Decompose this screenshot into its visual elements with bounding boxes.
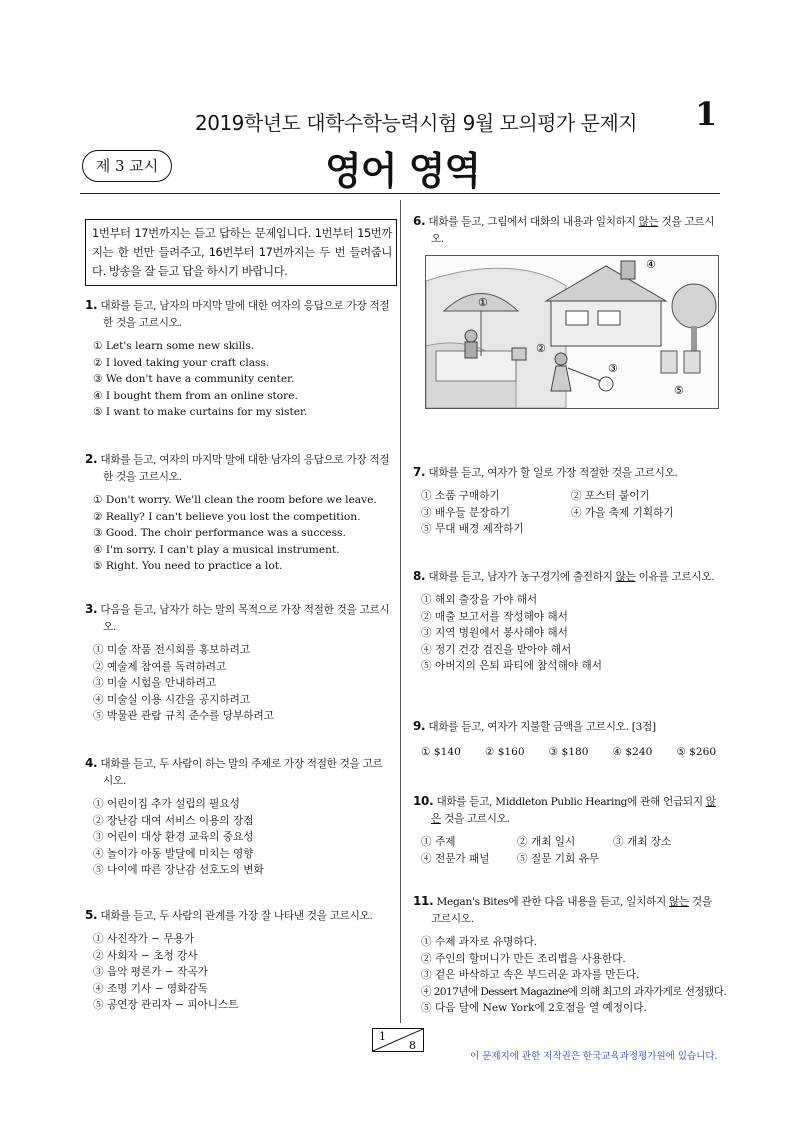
option[interactable]: ① 사진작가 − 무용가 — [93, 933, 195, 945]
option[interactable]: ③ 미술 시험을 안내하려고 — [93, 677, 217, 689]
question-9-stem: 대화를 듣고, 여자가 지불할 금액을 고르시오. [3점] — [428, 721, 656, 733]
option[interactable]: ① 주제 — [421, 836, 456, 848]
label-2: ② — [536, 342, 546, 355]
question-2-stem: 대화를 듣고, 여자의 마지막 말에 대한 남자의 응답으로 가장 적절한 것을 고르시오. — [100, 454, 390, 483]
question-3-options — [85, 642, 390, 725]
option[interactable]: ① 미술 작품 전시회를 홍보하려고 — [93, 644, 251, 656]
option[interactable]: ② 사회자 − 초청 강사 — [93, 949, 198, 962]
question-10-stem: 대화를 듣고, Middleton Public Hearing에 관해 언급되지 — [436, 796, 706, 808]
option[interactable]: ② 매출 보고서를 작성해야 해서 — [421, 610, 568, 623]
question-1-number: 1. — [85, 298, 98, 312]
option[interactable]: ② Really? I can't believe you lost the competition. — [93, 510, 361, 523]
question-11 — [413, 893, 727, 1017]
chair — [684, 351, 700, 373]
question-7-number: 7. — [413, 465, 426, 479]
option[interactable]: ③ 지역 병원에서 봉사해야 해서 — [421, 627, 568, 639]
question-2-number: 2. — [85, 452, 98, 466]
option[interactable]: ④ $240 — [612, 746, 653, 758]
question-6-stem-end: 것을 고르시오. — [431, 216, 715, 245]
option[interactable]: ③ 어린이 대상 환경 교육의 중요성 — [93, 831, 254, 843]
question-1 — [85, 297, 390, 421]
question-3-text — [85, 601, 390, 636]
option[interactable]: ① $140 — [421, 746, 461, 758]
option[interactable]: ⑤ 질문 기회 유무 — [517, 852, 600, 865]
question-8-stem-end: 이유를 고르시오. — [635, 571, 715, 583]
label-4: ④ — [646, 258, 656, 271]
option[interactable]: ⑤ 박물관 관람 규칙 준수를 당부하려고 — [93, 710, 274, 722]
question-2-text — [85, 451, 390, 486]
option[interactable]: ③ 겉은 바삭하고 속은 부드러운 과자를 만든다. — [421, 969, 640, 981]
option[interactable]: ② 개최 일시 — [517, 836, 576, 848]
option[interactable]: ⑤ Right. You need to practice a lot. — [93, 560, 283, 572]
page-total: 8 — [409, 1039, 416, 1052]
tree — [672, 284, 716, 328]
question-4-number: 4. — [85, 756, 98, 770]
option[interactable]: ⑤ I want to make curtains for my sister. — [93, 406, 308, 418]
option[interactable]: ② 예술제 참여를 독려하려고 — [93, 660, 227, 673]
question-10-options — [413, 834, 718, 867]
question-11-stem-end: 것을 고르시오. — [431, 896, 712, 925]
option[interactable]: ③ We don't have a community center. — [93, 373, 295, 385]
page-indicator — [372, 1028, 424, 1052]
option[interactable]: ⑤ 다음 달에 New York에 2호점을 열 예정이다. — [421, 1002, 647, 1014]
chimney — [621, 261, 635, 279]
subject-title: 영어 영역 — [325, 149, 481, 193]
question-4-text — [85, 755, 390, 790]
question-8-emphasis: 않는 — [615, 571, 636, 583]
question-3 — [85, 601, 390, 725]
question-10-emphasis: 않은 — [431, 796, 716, 825]
option[interactable]: ① 해외 출장을 가야 해서 — [421, 594, 538, 606]
option[interactable]: ① Let's learn some new skills. — [93, 340, 255, 352]
listening-notice: 1번부터 17번까지는 듣고 답하는 문제입니다. 1번부터 15번까지는 한 번만 들려주고, 16번부터 17번까지는 두 번 들려줍니다. 방송을 잘 듣고 답을 하시기 바랍니다. — [85, 219, 397, 286]
question-4-stem: 대화를 듣고, 두 사람이 하는 말의 주제로 가장 적절한 것을 고르시오. — [100, 758, 383, 787]
question-1-text — [85, 297, 390, 332]
question-10 — [413, 793, 718, 867]
period-badge: 제 3 교시 — [82, 150, 172, 182]
question-6-text — [413, 213, 718, 248]
option[interactable]: ③ $180 — [548, 746, 589, 758]
option[interactable]: ④ 가을 축제 기획하기 — [571, 506, 674, 519]
question-8-stem: 대화를 듣고, 남자가 농구경기에 출전하지 — [428, 571, 616, 583]
option[interactable]: ③ 음악 평론가 − 작곡가 — [93, 966, 208, 978]
question-5-number: 5. — [85, 908, 98, 922]
option[interactable]: ④ 놀이가 아동 발달에 미치는 영향 — [93, 847, 254, 860]
question-9-text — [413, 718, 718, 736]
question-7 — [413, 464, 718, 538]
option[interactable]: ④ 정기 건강 검진을 받아야 해서 — [421, 643, 572, 656]
question-6-stem: 대화를 듣고, 그림에서 대화의 내용과 일치하지 — [428, 216, 639, 228]
option[interactable]: ② 주인의 할머니가 만든 조리법을 사용한다. — [421, 952, 626, 965]
option[interactable]: ④ I'm sorry. I can't play a musical instrument. — [93, 543, 340, 556]
question-11-options — [413, 934, 727, 1017]
girl — [555, 353, 567, 365]
option[interactable]: ② I loved taking your craft class. — [93, 356, 270, 369]
question-7-text — [413, 464, 718, 482]
question-11-stem: Megan's Bites에 관한 다음 내용을 듣고, 일치하지 — [436, 896, 669, 908]
question-9-options — [413, 744, 718, 761]
question-4 — [85, 755, 390, 879]
question-5-options — [85, 931, 390, 1014]
question-2-options — [85, 492, 390, 575]
page-number: 1 — [695, 95, 718, 133]
option[interactable]: ① 어린이집 추가 설립의 필요성 — [93, 798, 240, 810]
option[interactable]: ⑤ $260 — [676, 746, 717, 758]
question-6-number: 6. — [413, 214, 426, 228]
question-6-illustration — [425, 255, 719, 409]
column-divider — [400, 200, 401, 1023]
option[interactable]: ③ Good. The choir performance was a success. — [93, 527, 346, 539]
question-10-number: 10. — [413, 794, 434, 808]
bucket — [512, 348, 526, 360]
option[interactable]: ⑤ 나이에 따른 장난감 선호도의 변화 — [93, 864, 264, 876]
chair — [661, 351, 677, 373]
question-6-emphasis: 않는 — [638, 216, 659, 228]
option[interactable]: ④ 2017년에 Dessert Magazine에 의해 최고의 과자가게로 선정됐다. — [421, 985, 727, 998]
option[interactable]: ② 장난감 대여 서비스 이용의 장점 — [93, 814, 254, 827]
question-1-stem: 대화를 듣고, 남자의 마지막 말에 대한 여자의 응답으로 가장 적절한 것을 고르시오. — [100, 300, 390, 329]
fisherman-body — [465, 342, 477, 358]
option[interactable]: ③ 배우들 분장하기 — [421, 506, 510, 519]
question-10-text — [413, 793, 718, 828]
question-8 — [413, 568, 718, 675]
option[interactable]: ① 소품 구매하기 — [421, 490, 500, 502]
question-9 — [413, 718, 718, 761]
question-3-number: 3. — [85, 602, 98, 616]
question-3-stem: 다음을 듣고, 남자가 하는 말의 목적으로 가장 적절한 것을 고르시오. — [100, 604, 390, 633]
question-7-options — [413, 488, 718, 538]
option[interactable]: ④ 조명 기사 − 영화감독 — [93, 982, 208, 995]
question-11-emphasis: 않는 — [668, 896, 689, 908]
question-2 — [85, 451, 390, 575]
tree-trunk — [691, 326, 697, 351]
option[interactable]: ④ 전문가 패널 — [421, 852, 490, 865]
window — [598, 311, 620, 325]
option[interactable]: ④ I bought them from an online store. — [93, 389, 298, 402]
exam-title: 2019학년도 대학수학능력시험 9월 모의평가 문제지 — [195, 111, 638, 135]
option[interactable]: ⑤ 아버지의 은퇴 파티에 참석해야 해서 — [421, 660, 602, 672]
question-5-text — [85, 907, 390, 925]
label-3: ③ — [608, 362, 618, 375]
question-7-stem: 대화를 듣고, 여자가 할 일로 가장 적절한 것을 고르시오. — [428, 467, 678, 479]
option[interactable]: ④ 미술실 이용 시간을 공지하려고 — [93, 693, 251, 706]
question-8-number: 8. — [413, 569, 426, 583]
copyright-notice: 이 문제지에 관한 저작권은 한국교육과정평가원에 있습니다. — [470, 1051, 718, 1062]
question-11-text — [413, 893, 718, 928]
window — [566, 311, 588, 325]
question-10-stem-end: 것을 고르시오. — [440, 813, 510, 825]
question-6 — [413, 213, 718, 248]
label-1: ① — [478, 296, 488, 309]
option[interactable]: ② $160 — [484, 746, 525, 758]
header-divider — [80, 193, 720, 194]
question-9-number: 9. — [413, 719, 426, 733]
question-8-text — [413, 568, 718, 586]
option[interactable]: ⑤ 공연장 관리자 − 피아니스트 — [93, 999, 239, 1011]
question-1-options — [85, 338, 390, 421]
fisherman — [465, 330, 477, 342]
question-5-stem: 대화를 듣고, 두 사람의 관계를 가장 잘 나타낸 것을 고르시오. — [100, 910, 373, 922]
option[interactable]: ③ 개최 장소 — [613, 836, 672, 848]
option[interactable]: ⑤ 무대 배경 제작하기 — [421, 523, 524, 535]
page-current: 1 — [379, 1030, 386, 1043]
label-5: ⑤ — [674, 384, 684, 397]
option[interactable]: ① Don't worry. We'll clean the room before we leave. — [93, 494, 377, 506]
question-5 — [85, 907, 390, 1014]
question-4-options — [85, 796, 390, 879]
question-8-options — [413, 592, 718, 675]
option[interactable]: ② 포스터 붙이기 — [571, 490, 650, 502]
option[interactable]: ① 수제 과자로 유명하다. — [421, 936, 538, 948]
question-11-number: 11. — [413, 894, 434, 908]
